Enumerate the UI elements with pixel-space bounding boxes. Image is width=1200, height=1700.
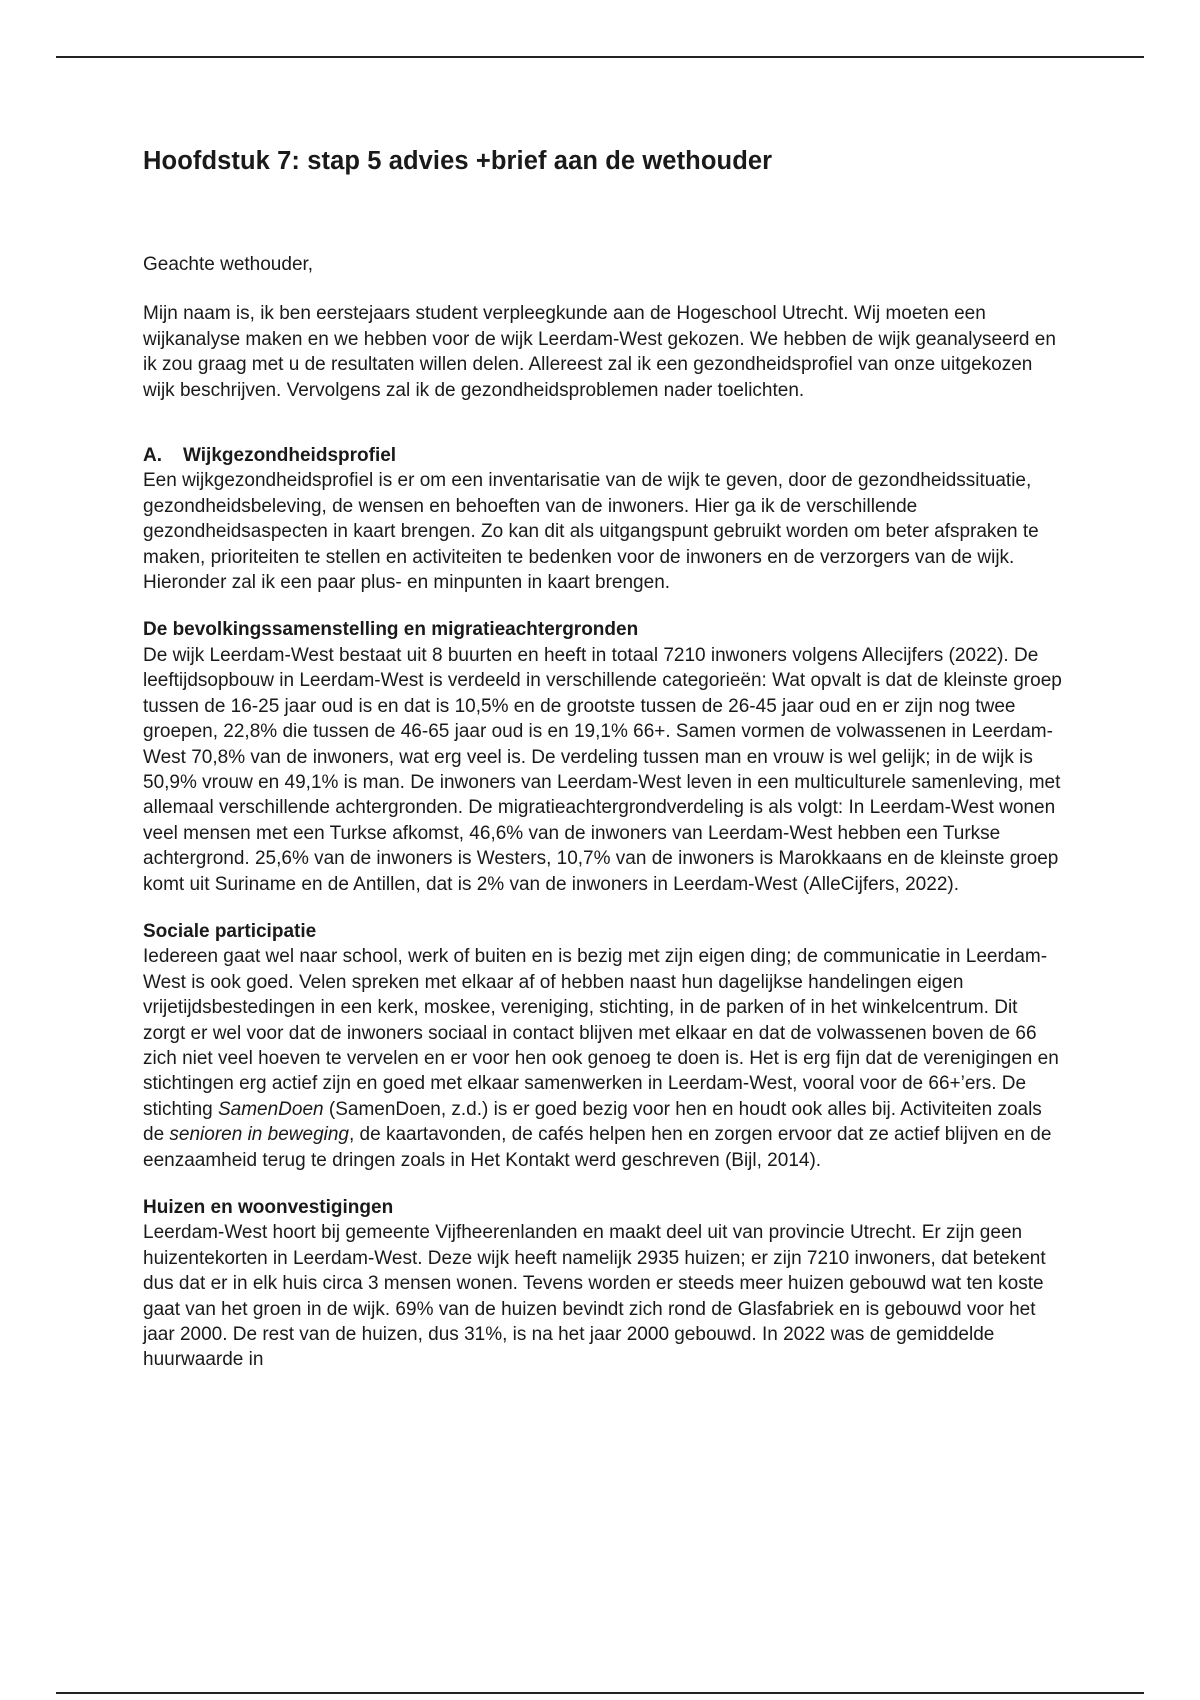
intro-paragraph: Mijn naam is, ik ben eerstejaars student verpleegkunde aan de Hogeschool Utrecht. Wij moeten een wijkanalyse maken en we hebben voor de wijk Leerdam-West gekozen. We hebben de wijk geanalyseerd en ik zou graag met u de resultaten willen delen. Allereest zal ik een gezondheidsprofiel van onze uitgekozen wijk beschrijven. Vervolgens zal ik de gezondheidsproblemen nader toelichten. [143, 303, 1056, 401]
section-a-heading [143, 443, 1063, 468]
chapter-title: Hoofdstuk 7: stap 5 advies +brief aan de wethouder [143, 147, 773, 175]
sociale-heading: Sociale participatie [143, 920, 317, 942]
sociale-paragraph [143, 944, 1063, 1173]
sociale-text-3: , de kaartavonden, de cafés helpen hen en zorgen ervoor dat ze actief blijven en de eenzaamheid terug te dringen zoals in Het Kontakt werd geschreven (Bijl, 2014). [143, 1124, 1052, 1171]
sociale-text-2: (SamenDoen, z.d.) is er goed bezig voor hen en houdt ook alles bij. Activiteiten zoals de [143, 1098, 1042, 1146]
bevolking-heading: De bevolkingssamenstelling en migratieachtergronden [143, 619, 639, 641]
senioren-italic: senioren in beweging [169, 1124, 349, 1146]
section-a-title: Wijkgezondheidsprofiel [183, 445, 397, 467]
salutation: Geachte wethouder, [143, 254, 314, 275]
sociale-text-1: Iedereen gaat wel naar school, werk of buiten en is bezig met zijn eigen ding; de communicatie in Leerdam-West is ook goed. Velen spreken met elkaar af of hebben naast hun dagelijkse handelingen eigen vrijetijdsbestedingen in een kerk, moskee, vereniging, stichting, in de parken of in het winkelcentrum. Dit zorgt er wel voor dat de inwoners sociaal in contact blijven met elkaar en dat de volwassenen boven de 66 zich niet veel hoeven te vervelen en er voor hen ook genoeg te doen is. Het is erg fijn dat de verenigingen en stichtingen erg actief zijn en goed met elkaar samenwerken in Leerdam-West, vooral voor de 66+’ers. De stichting [143, 946, 1059, 1120]
samendoen-italic: SamenDoen [217, 1098, 324, 1120]
top-rule [56, 56, 1144, 58]
section-a-paragraph: Een wijkgezondheidsprofiel is er om een inventarisatie van de wijk te geven, door de gezondheidssituatie, gezondheidsbeleving, de wensen en behoeften van de inwoners. Hier ga ik de verschillende gezondheidsaspecten in kaart brengen. Zo kan dit als uitgangspunt gebruikt worden om beter afspraken te maken, prioriteiten te stellen en activiteiten te bedenken voor de inwoners en de verzorgers van de wijk. Hieronder zal ik een paar plus- en minpunten in kaart brengen. [143, 470, 1039, 594]
section-a-letter: A. [143, 445, 162, 467]
huizen-paragraph: Leerdam-West hoort bij gemeente Vijfheerenlanden en maakt deel uit van provincie Utrecht. Er zijn geen huizentekorten in Leerdam-West. Deze wijk heeft namelijk 2935 huizen; er zijn 7210 inwoners, dat betekent dus dat er in elk huis circa 3 mensen wonen. Tevens worden er steeds meer huizen gebouwd wat ten koste gaat van het groen in de wijk. 69% van de huizen bevindt zich rond de Glasfabriek en is gebouwd voor het jaar 2000. De rest van de huizen, dus 31%, is na het jaar 2000 gebouwd. In 2022 was de gemiddelde huurwaarde in [143, 1222, 1046, 1371]
huizen-heading: Huizen en woonvestigingen [143, 1197, 394, 1218]
document-body [143, 144, 1063, 1373]
bottom-rule [56, 1692, 1144, 1694]
bevolking-paragraph: De wijk Leerdam-West bestaat uit 8 buurten en heeft in totaal 7210 inwoners volgens Allecijfers (2022). De leeftijdsopbouw in Leerdam-West is verdeeld in verschillende categorieën: Wat opvalt is dat de kleinste groep tussen de 16-25 jaar oud is en dat is 10,5% en de grootste tussen de 26-45 jaar oud en er zijn nog twee groepen, 22,8% die tussen de 46-65 jaar oud is en 19,1% 66+. Samen vormen de volwassenen in Leerdam-West 70,8% van de inwoners, wat erg veel is. De verdeling tussen man en vrouw is wel gelijk; in de wijk is 50,9% vrouw en 49,1% is man. De inwoners van Leerdam-West leven in een multiculturele samenleving, met allemaal verschillende achtergronden. De migratieachtergrondverdeling is als volgt: In Leerdam-West wonen veel mensen met een Turkse afkomst, 46,6% van de inwoners van Leerdam-West hebben een Turkse achtergrond. 25,6% van de inwoners is Westers, 10,7% van de inwoners is Marokkaans en de kleinste groep komt uit Suriname en de Antillen, dat is 2% van de inwoners in Leerdam-West (AlleCijfers, 2022). [143, 644, 1062, 895]
